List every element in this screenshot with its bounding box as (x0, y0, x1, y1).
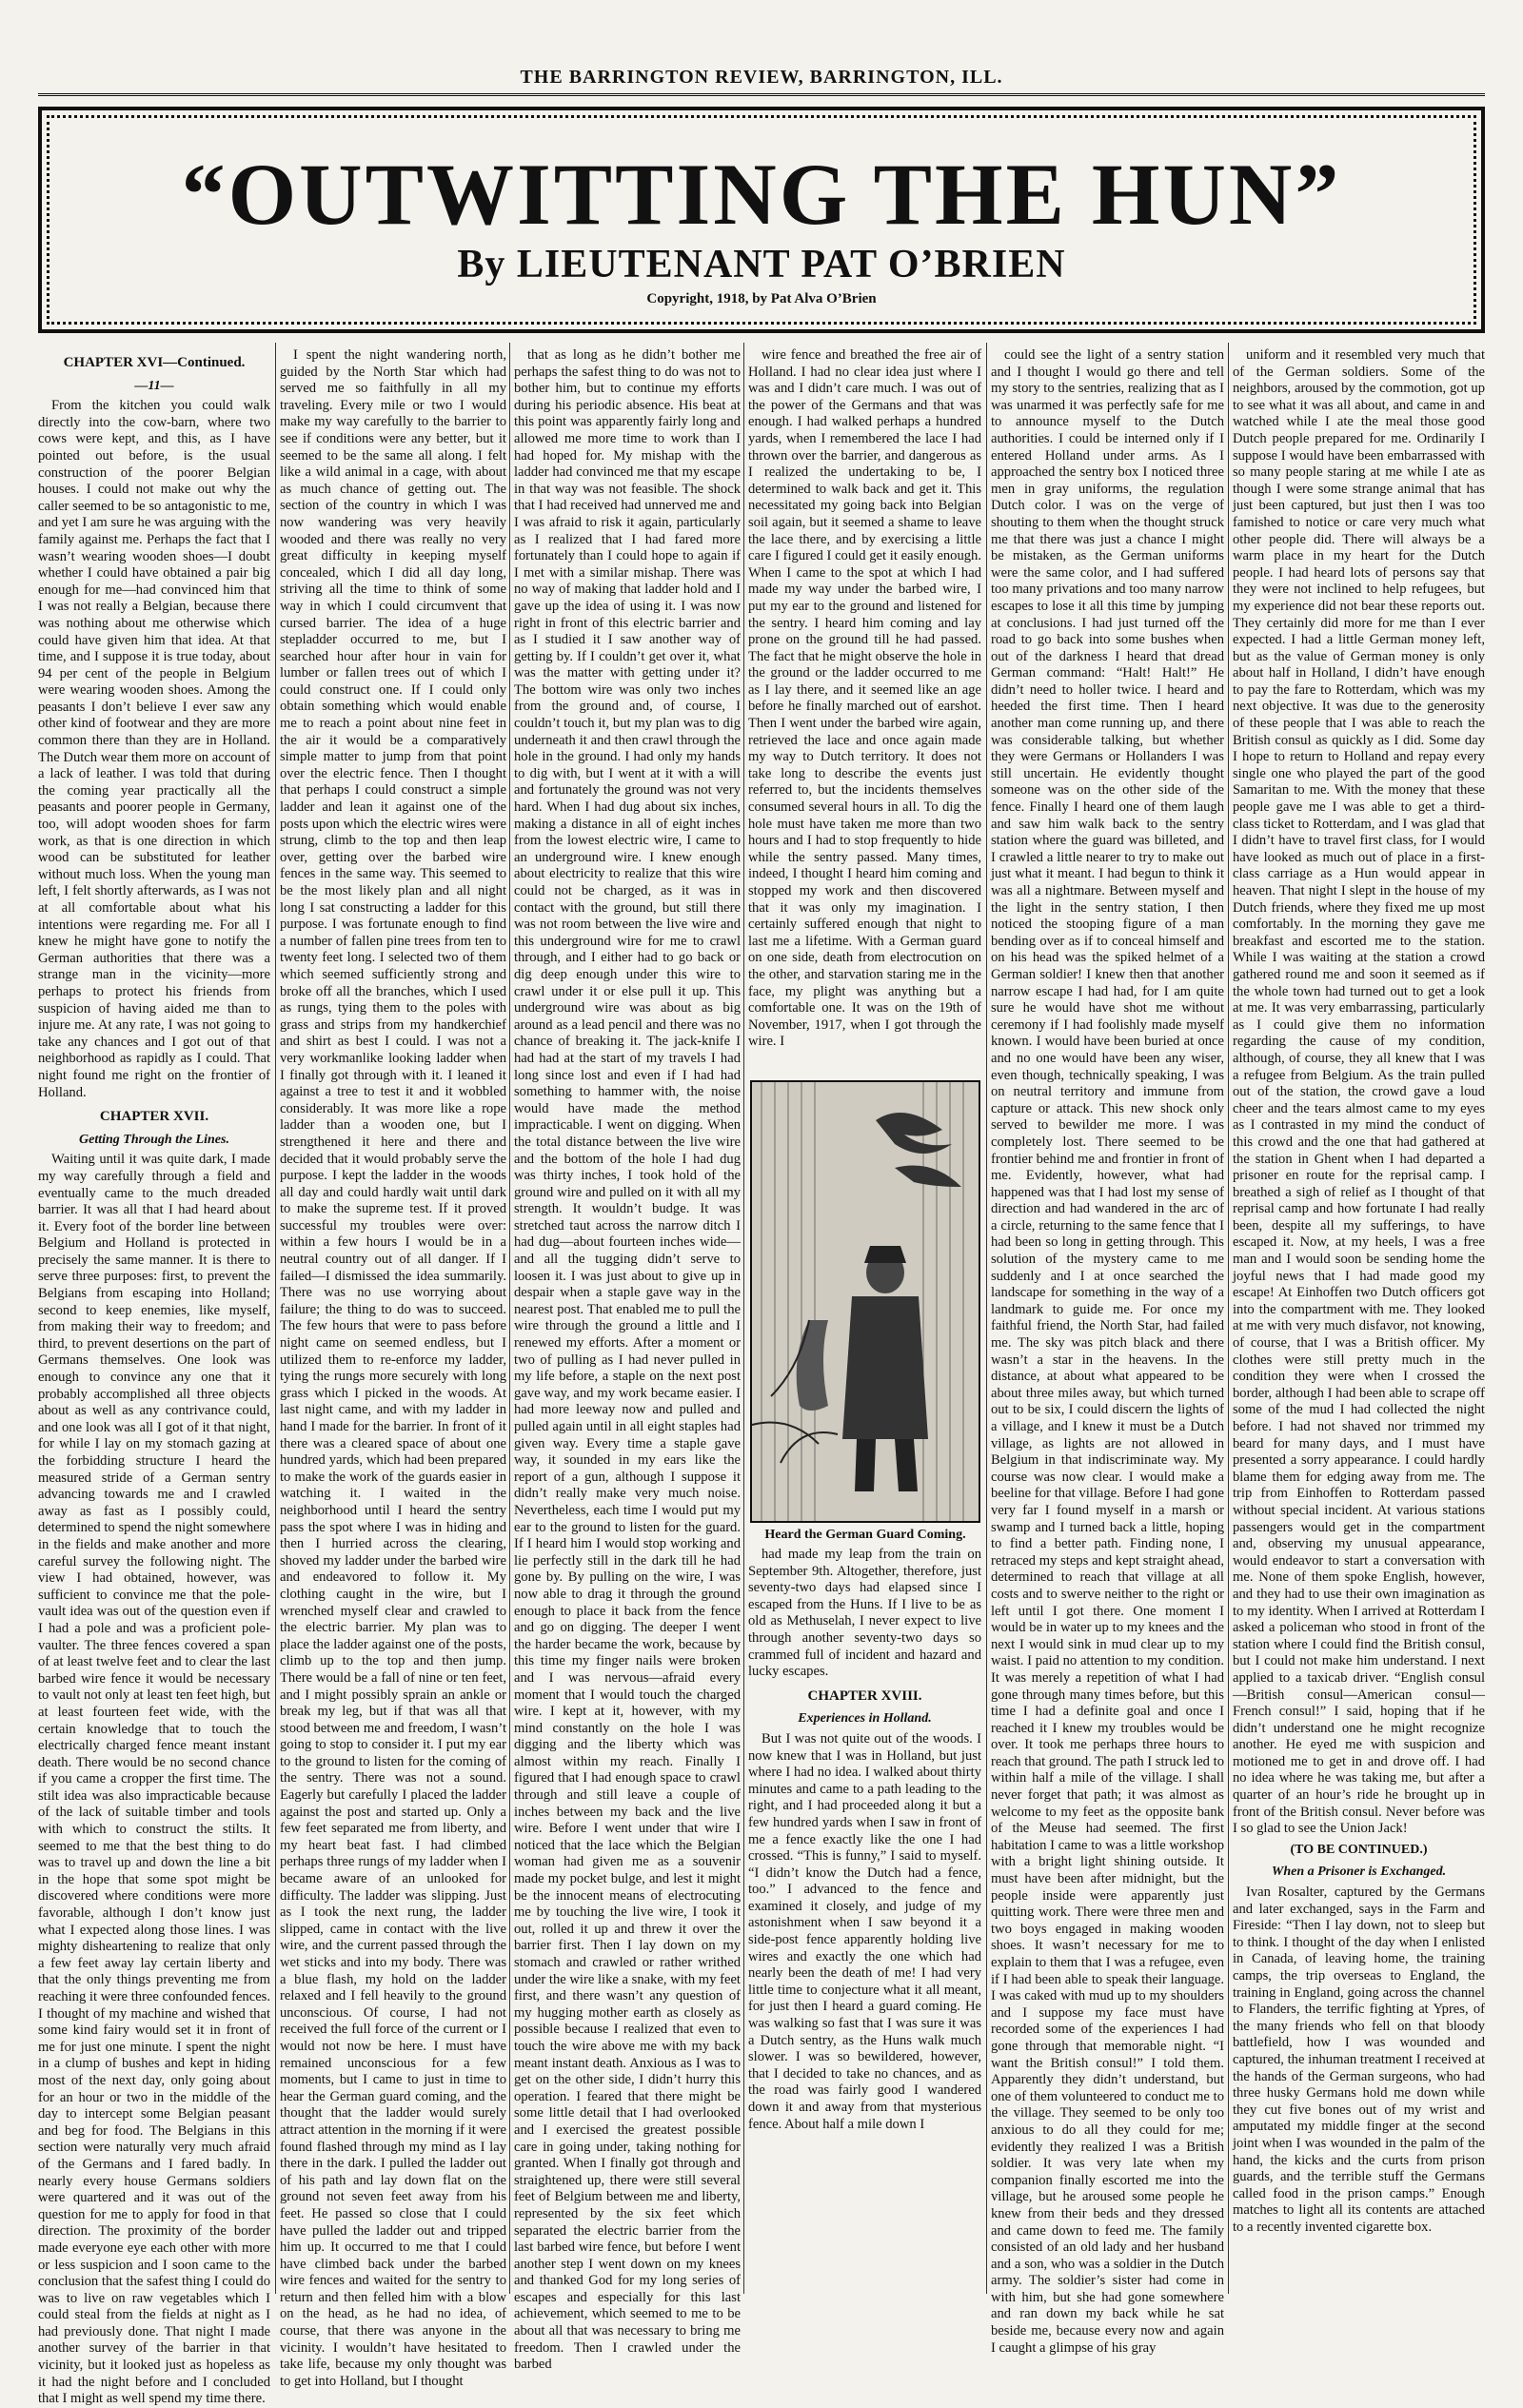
article-text: that as long as he didn’t bother me perhaps the safest thing to do was not to bother him, but to continue my efforts during his periodic absence. His beat at this point was apparently fairly long and allowed me more time to work than I had hoped for. My mishap with the ladder had convinced me that my escape in that way was not feasible. The shock that I had received had unnerved me and I was afraid to risk it again, particularly as I realized that I had fared more fortunately than I could hope to again if I met with a similar mishap. There was no way of making that ladder hold and I gave up the idea of using it. I was now right in front of this electric barrier and as I studied it I saw another way of getting by. If I couldn’t get over it, what was the matter with getting under it? The bottom wire was only two inches from the ground and, of course, I couldn’t touch it, but my plan was to dig underneath it and then crawl through the hole in the ground. I had only my hands to dig with, but I went at it with a will and fortunately the ground was not very hard. When I had dug about six inches, making a distance in all of eight inches from the lowest electric wire, I came to an underground wire. I knew enough about electricity to realize that this wire could not be charged, as it was in contact with the ground, but still there was not room between the live wire and this underground wire for me to crawl through, and I either had to go back or dig deep enough under this wire to crawl under it or else pull it up. This underground wire was about as big around as a lead pencil and there was no chance of breaking it. The jack-knife I had had at the start of my travels I had long since lost and even if I had had something to hammer with, the noise would have made the method impracticable. I went on digging. When the total distance between the live wire and the bottom of the hole I had dug was thirty inches, I took hold of the ground wire and pulled on it with all my strength. It wouldn’t budge. It was stretched taut across the narrow ditch I had dug—about fourteen inches wide—and all the tugging didn’t serve to loosen it. I was just about to give up in despair when a staple gave way in the nearest post. That enabled me to pull the wire through the ground a little and I renewed my efforts. After a moment or two of pulling as I had never pulled in my life before, a staple on the next post gave way, and my work became easier. I had more leeway now and pulled and pulled again until in all eight staples had given way. Every time a staple gave way, it sounded in my ears like the report of a gun, although I suppose it didn’t really make very much noise. Nevertheless, each time I would put my ear to the ground to listen for the guard. If I heard him I would stop working and lie perfectly still in the dark till he had gone by. By pulling on the wire, I was now able to drag it through the ground enough to place it back from the fence and go on digging. The deeper I went the harder became the work, because by this time my finger nails were broken and I was nervous—afraid every moment that I would touch the charged wire. I kept at it, however, with my mind constantly on the hole I was digging and the liberty which was almost within my reach. Finally I figured that I had enough space to crawl through and still leave a couple of inches between my back and the live wire. Before I went under that wire I noticed that the lace which the Belgian woman had given me as a souvenir made my pocket bulge, and lest it might be the innocent means of electrocuting me by touching the live wire, I took it out, rolled it up and threw it over the barrier first. Then I lay down on my stomach and crawled or rather writhed under the wire like a snake, with my feet first, and there wasn’t any question of my hugging mother earth as closely as possible because I realized that even to touch the wire above me with my back meant instant death. Anxious as I was to get on the other side, I didn’t hurry this operation. I feared that there might be some little detail that I had overlooked and I exercised the greatest possible care in going under, taking nothing for granted. When I finally got through and straightened up, there were still several feet of Belgium between me and liberty, represented by the six feet which separated the electric barrier from the last barbed wire fence, but before I went another step I went down on my knees and thanked God for my long series of escapes and especially for this last achievement, which seemed to me to be about all that was necessary to bring me freedom. Then I crawled under the barbed (514, 347, 741, 2373)
guard-illustration-icon (752, 1082, 979, 1521)
article-column-3 (514, 347, 741, 2373)
masthead (38, 107, 1485, 333)
article-text: wire fence and breathed the free air of Holland. I had no clear idea just where I was and I didn’t care much. I was out of the power of the Germans and that was enough. I had walked perhaps a hundred yards, when I remembered the lace I had thrown over the barrier, and dangerous as I realized the undertaking to be, I determined to walk back and get it. This necessitated my going back into Belgian soil again, but it seemed a shame to leave the lace there, and by exercising a little care I figured I could get it easily enough. When I came to the spot at which I had made my way under the barbed wire, I put my ear to the ground and listened for the sentry. I heard him coming and lay prone on the ground till he had passed. The fact that he might observe the hole in the ground or the ladder occurred to me as I lay there, and it seemed like an age before he finally marched out of earshot. Then I went under the barbed wire again, retrieved the lace and once again made my way to Dutch territory. It does not take long to describe the events just referred to, but the incidents themselves consumed several hours in all. To dig the hole must have taken me more than two hours and I had to stop frequently to hide while the sentry passed. Many times, indeed, I thought I heard him coming and stopped my work and then discovered that it was only my imagination. I certainly suffered enough that night to last me a lifetime. With a German guard on one side, death from electrocution on the other, and starvation staring me in the face, my plight was anything but a comfortable one. It was on the 19th of November, 1917, when I got through the wire. I (748, 347, 981, 1050)
sidebar-heading: When a Prisoner is Exchanged. (1271, 1865, 1447, 1880)
chapter-subtitle: Experiences in Holland. (798, 1711, 932, 1727)
article-text: had made my leap from the train on September 9th. Altogether, therefore, just seventy-two days had elapsed since I escaped from the Huns. If I live to be as old as Methuselah, I never expect to live through another seventy-two days so crammed full of incident and hazard and lucky escapes. (748, 1547, 981, 1680)
column-rule (743, 343, 744, 2294)
to-be-continued: (TO BE CONTINUED.) (1290, 1842, 1428, 1857)
article-column-4-bottom (748, 1547, 981, 2289)
column-rule (1228, 343, 1229, 2294)
chapter-heading: CHAPTER XVIII. (807, 1688, 922, 1704)
illustration-german-guard (750, 1080, 980, 1523)
article-text: could see the light of a sentry station and I thought I would go there and tell my story to the sentries, realizing that as I was unarmed it was perfectly safe for me to announce myself to the Dutch authorities. I could be interned only if I entered Holland under arms. As I approached the sentry box I noticed three men in gray uniforms, the regulation Dutch color. I was on the verge of shouting to them when the thought struck me that there was just a chance I might be mistaken, as the German uniforms were the same color, and I had suffered too many privations and too many narrow escapes to lose it all this time by jumping at conclusions. I had just turned off the road to go back into some bushes when out of the darkness I heard that dread German command: “Halt! Halt!” He didn’t need to holler twice. I heard and heeded the first time. Then I heard another man come running up, and there was considerable talking, but whether they were Germans or Hollanders I was still uncertain. He evidently thought someone was on the other side of the fence. Finally I heard one of them laugh and saw him walk back to the sentry station where the guard was billeted, and I crawled a little nearer to try to make out just what it meant. I had begun to think it was all a nightmare. Between myself and the light in the sentry station, I then noticed the stooping figure of a man bending over as if to conceal himself and on his head was the spiked helmet of a German soldier! I knew then that another narrow escape I had had, for I am quite sure he would have shot me without ceremony if I had foolishly made myself known. I would have been buried at once and no one would have been any wiser, even though, technically speaking, I was on neutral territory and immune from capture or attack. This new shock only served to bewilder me more. I was completely lost. There seemed to be frontier behind me and frontier in front of me. Evidently, however, what had happened was that I had lost my sense of direction and had wandered in the arc of a circle, returning to the same fence that I had been so long in getting through. This solution of the mystery came to me suddenly and I at once searched the landscape for something in the way of a landmark to guide me. For once my faithful friend, the North Star, had failed me. The sky was pitch black and there wasn’t a star in the heavens. In the distance, at about what appeared to be about three miles away, but which turned out to be six, I could discern the lights of a village, and I knew it must be a Dutch village, as lights are not allowed in Belgium in that indiscriminate way. My course was now clear. I would make a beeline for that village. Before I had gone very far I found myself in a marsh or swamp and I turned back a little, hoping to find a better path. Finding none, I retraced my steps and kept straight ahead, determined to reach that village at all costs and to swerve neither to the right or left until I got there. One moment I would be in water up to my knees and the next I would sink in mud clear up to my waist. I paid no attention to my condition. It was merely a repetition of what I had gone through many times before, but this time I had a definite goal and once I reached it I knew my troubles would be over. It took me perhaps three hours to reach that ground. The path I struck led to within half a mile of the village. I shall never forget that path; it was almost as welcome to my feet as the opposite bank of the Meuse had seemed. The first habitation I came to was a little workshop with a bright light shining outside. It must have been after midnight, but the people inside were apparently just quitting work. There were three men and two boys engaged in making wooden shoes. It wasn’t necessary for me to explain to them that I was a refugee, even if I had been able to speak their language. I was caked with mud up to my shoulders and I suppose my face must have recorded some of the experiences I had gone through that memorable night. “I want the British consul!” I told them. Apparently they didn’t understand, but one of them volunteered to conduct me to the village. They seemed to be only too anxious to do all they could for me; evidently they realized I was a British soldier. It was very late when my companion finally escorted me into the village, but he aroused some people he knew from their beds and they dressed and came down to feed me. The family consisted of an old lady and her husband and a son, who was a soldier in the Dutch army. The soldier’s sister had come in with him, but she had gone somewhere and ran down my back while he sat beside me, because every now and again I caught a glimpse of his gray (991, 347, 1224, 2356)
chapter-heading: CHAPTER XVI—Continued. (63, 355, 246, 370)
chapter-number: —11— (134, 378, 174, 393)
article-text: uniform and it resembled very much that of the German soldiers. Some of the neighbors, aroused by the commotion, got up to see what it was all about, and came in and watched while I ate the meal those good Dutch people prepared for me. Ordinarily I suppose I would have been embarrassed with so many people staring at me while I ate as though I were some strange animal that has just been captured, but just then I was too famished to notice or care very much what other people did. There will always be a warm place in my heart for the Dutch people. I had heard lots of persons say that they were not inclined to help refugees, but my experience did not bear these reports out. They certainly did more for me than I ever expected. I had a little German money left, but as the value of German money is only about half in Holland, I didn’t have enough to pay the fare to Rotterdam, which was my next objective. It was due to the generosity of these people that I was able to reach the British consul as quickly as I did. Some day I hope to return to Holland and repay every single one who played the part of the good Samaritan to me. With the money that these people gave me I was able to get a third-class ticket to Rotterdam, and I was glad that I didn’t have to travel first class, for I would have looked as much out of place in a first-class carriage as a Hun would appear in heaven. That night I slept in the house of my Dutch friends, where they fixed me up most comfortably. In the morning they gave me breakfast and escorted me to the station. While I was waiting at the station a crowd gathered round me and soon it seemed as if the whole town had turned out to get a look at me. It was very embarrassing, particularly as I could give them no information regarding the cause of my condition, although, of course, they all knew that I was a refugee from Belgium. As the train pulled out of the station, the crowd gave a loud cheer and the tears almost came to my eyes as I contrasted in my mind the conduct of this crowd and the one that had gathered at the station in Ghent when I had departed a prisoner en route for the reprisal camp. I breathed a sigh of relief as I thought of that reprisal camp and how fortunate I had really been, despite all my sufferings, to have escaped it. Now, at my heels, I was a free man and I would soon be sending home the joyful news that I had made good my escape! At Einhoffen two Dutch officers got into the compartment with me. They looked at me with very much disfavor, not knowing, of course, that I was a British officer. My clothes were still pretty much in the condition they were when I crossed the border, although I had been able to scrape off some of the mud I had collected the night before. I had not shaved nor trimmed my beard for many days, and I must have presented a sorry appearance. I could hardly blame them for edging away from me. The trip from Einhoffen to Rotterdam passed without special incident. At various stations passengers would get in the compartment and, observing my unusual appearance, would endeavor to start a conversation with me. None of them spoke English, however, and they had to use their own imagination as to my identity. When I arrived at Rotterdam I asked a policeman who stood in front of the station where I could find the British consul, but I could not make him understand. I next applied to a taxicab driver. “English consul—British consul—American consul—French consul!” I said, hoping that if he didn’t understand one he might recognize another. He eyed me with suspicion and motioned me to get in and drove off. I had no idea where he was taking me, but after a quarter of an hour’s ride he brought up in front of the British consul. Never before was I so glad to see the Union Jack! (1233, 347, 1485, 1837)
byline: By LIEUTENANT PAT O’BRIEN (457, 243, 1066, 286)
article-text: I spent the night wandering north, guided by the North Star which had served me so faithfully in all my traveling. Every mile or two I would make my way carefully to the barrier to see if conditions were any better, but it seemed to be the same all along. I felt like a wild animal in a cage, with about as much chance of getting out. The section of the country in which I was now wandering was very heavily wooded and there was really no very great difficulty in keeping myself concealed, which I did all day long, striving all the time to think of some way in which I could circumvent that cursed barrier. The idea of a huge stepladder occurred to me, but I searched hour after hour in vain for lumber or fallen trees out of which I could construct one. If I could only obtain something which would enable me to reach a point about nine feet in the air it would be a comparatively simple matter to jump from that point over the electric fence. Then I thought that perhaps I could construct a simple ladder and lean it against one of the posts upon which the electric wires were strung, climb to the top and then leap over, getting over the barbed wire fences in the same way. This seemed to be the most likely plan and all night long I sat constructing a ladder for this purpose. I was fortunate enough to find a number of fallen pine trees from ten to twenty feet long. I selected two of them which seemed sufficiently strong and broke off all the branches, which I used as rungs, tying them to the poles with grass and strips from my handkerchief and shirt as best I could. I was not a very workmanlike looking ladder when I finally got through with it. I leaned it against a tree to test it and it wobbled considerably. It was more like a rope ladder than a wooden one, but I strengthened it here and there and decided that it would probably serve the purpose. I kept the ladder in the woods all day and could hardly wait until dark to make the supreme test. If it proved successful my troubles were over: within a few hours I would be in a neutral country out of all danger. If I failed—I dismissed the idea summarily. There was no use worrying about failure; the thing to do was to succeed. The few hours that were to pass before night came on seemed endless, but I utilized them to re-enforce my ladder, tying the rungs more securely with long grass which I picked in the woods. At last night came, and with my ladder in hand I made for the barrier. In front of it there was a cleared space of about one hundred yards, which had been prepared to make the work of the guards easier in watching it. I waited in the neighborhood until I heard the sentry pass the spot where I was in hiding and then I hurried across the clearing, shoved my ladder under the barbed wire and endeavored to follow it. My clothing caught in the wire, but I wrenched myself clear and crawled to the electric barrier. My plan was to place the ladder against one of the posts, climb up to the top and then jump. There would be a fall of nine or ten feet, and I might possibly sprain an ankle or break my leg, but if that was all that stood between me and freedom, I wasn’t going to stop to consider it. I put my ear to the ground to listen for the coming of the sentry. There was not a sound. Eagerly but carefully I placed the ladder against the post and started up. Only a few feet separated me from liberty, and my heart beat fast. I had climbed perhaps three rungs of my ladder when I became aware of an unlooked for difficulty. The ladder was slipping. Just as I took the next rung, the ladder slipped, came in contact with the live wire, and the current passed through the wet sticks and into my body. There was a blue flash, my hold on the ladder relaxed and I fell heavily to the ground unconscious. Of course, I had not received the full force of the current or I would not now be here. I must have remained unconscious for a few moments, but I came to just in time to hear the German guard coming, and the thought that the ladder would surely attract attention in the morning if it were found flashed through my mind as I lay there in the dark. I pulled the ladder out of his path and lay down flat on the ground not seven feet away from his feet. He passed so close that I could have pulled the ladder out and tripped him up. It occurred to me that I could have climbed back under the barbed wire fences and waited for the sentry to return and then felled him with a blow on the head, as he had no idea, of course, that there was anyone in the vicinity. I wouldn’t have hesitated to take life, because my only thought was to get into Holland, but I thought (280, 347, 506, 2389)
article-text: From the kitchen you could walk directly into the cow-barn, where two cows were kept, and this, as I have pointed out before, is the usual construction of the poorer Belgian houses. I could not make out why the caller seemed to be so antagonistic to me, and yet I am sure he was arguing with the family against me. Perhaps the fact that I wasn’t wearing wooden shoes—I doubt whether I could have obtained a pair big enough for me—had convinced him that I was not really a Belgian, because there was nothing about me otherwise which could have given him that idea. At that time, and I suppose it is true today, about 94 per cent of the people in Belgium were wearing wooden shoes. Among the peasants I don’t believe I ever saw any other kind of footwear and they are more common there than they are in Holland. The Dutch wear them more on account of a lack of leather. I was told that during the coming year practically all the peasants and poorer people in Germany, too, will adopt wooden shoes for farm work, as that is one direction in which wood can be substituted for leather without much loss. When the young man left, I felt shortly afterwards, as I was not at all comfortable about what his intentions were regarding me. For all I knew he might have gone to notify the German authorities that there was a strange man in the vicinity—more perhaps to protect his friends from suspicion of having aided me than to injure me. At any rate, I was not going to take any chances and I got out of that neighborhood as rapidly as I could. That night found me right on the frontier of Holland. (38, 398, 270, 1100)
chapter-subtitle: Getting Through the Lines. (79, 1132, 229, 1147)
top-rule (38, 93, 1485, 96)
article-text: But I was not quite out of the woods. I now knew that I was in Holland, but just where I had no idea. I walked about thirty minutes and came to a path leading to the right, and I had proceeded along it but a few hundred yards when I saw in front of me a fence exactly like the one I had crossed. “This is funny,” I said to myself. “I didn’t know the Dutch had a fence, too.” I advanced to the fence and examined it closely, and judge of my astonishment when I saw beyond it a side-post fence apparently holding live wires and exactly the one which had nearly been the death of me! I had very little time to conjecture what it all meant, for just then I heard a guard coming. He was walking so fast that I was sure it was a Dutch sentry, as the Huns walk much slower. I was so bewildered, however, that I decided to take no chances, and as the road was fairly good I wandered down it and away from that mysterious fence. About half a mile down I (748, 1730, 981, 2132)
sidebar-text: Ivan Rosalter, captured by the Germans and later exchanged, says in the Farm and Fireside: “Then I lay down, not to sleep but to think. I thought of the day when I enlisted in Canada, of leaving home, the training camps, the trip overseas to England, the training in England, going across the channel to Flanders, the terrific fighting at Ypres, of the many friends who fell on that bloody battlefield, how I was wounded and captured, the inhuman treatment I received at the hands of the German surgeons, who had three husky Germans hold me down while they cut five bones out of my wrist and amputated my middle finger at the second joint when I was wounded in the palm of the hand, the kicks and the curts from prison guards, and the terrible stuff the Germans called food in the prison camps.” Enough matches to light all its contents are attached to a recently invented cigarette box. (1233, 1885, 1485, 2235)
column-rule (509, 343, 510, 2294)
article-column-2 (280, 347, 506, 2389)
article-column-6 (1233, 347, 1485, 2289)
chapter-heading: CHAPTER XVII. (99, 1109, 209, 1125)
article-text: Waiting until it was quite dark, I made my way carefully through a field and eventually came to the much dreaded barrier. It was all that I had heard about it. Every foot of the border line between Belgium and Holland is protected in precisely the same manner. It is there to serve three purposes: first, to prevent the Belgians from escaping into Holland; second to keep enemies, like myself, from making their way to freedom; and third, to prevent desertions on the part of Germans themselves. One look was enough to convince any one that it probably accomplished all three objects about as well as any contrivance could, and one look was all I got of it that night, for while I lay on my stomach gazing at the forbidding structure I heard the measured stride of a German sentry advancing towards me and I crawled away as fast as I possibly could, determined to spend the night somewhere in the fields and make another and more careful survey the following night. The view I had obtained, however, was sufficient to convince me that the pole-vault idea was out of the question even if I had a pole and was a proficient pole-vaulter. The three fences covered a span of at least twelve feet and to clear the last barbed wire fence it would be necessary to vault not only at least ten feet high, but at least fourteen feet wide, with the certain knowledge that to touch the electrically charged fence meant instant death. There would be no second chance if you came a cropper the first time. The stilt idea was also impracticable because of the lack of suitable timber and tools with which to construct the stilts. It seemed to me that the best thing to do was to travel up and down the line a bit in the hope that some spot might be discovered where conditions were more favorable, although I don’t know just what I expected along those lines. I was mighty disheartening to realize that only a few feet away lay certain liberty and that the only things preventing me from reaching it were three confounded fences. I thought of my machine and wished that some kind fairy would set it in front of me for just one minute. I spent the night in a clump of bushes and kept in hiding most of the next day, only going about for an hour or two in the middle of the day to intercept some Belgian peasant and beg for food. The Belgians in this section were naturally very much afraid of the Germans and I fared badly. In nearly every house Germans soldiers were quartered and it was out of the question for me to apply for food in that direction. The proximity of the border made everyone eye each other with more or less suspicion and I soon came to the conclusion that the safest thing I could do was to live on raw vegetables which I could steal from the fields at night as I had previously done. That night I made another survey of the barrier in that vicinity, but it looked just as hopeless as it had the night before and I concluded that I might as well spend my time there. (38, 1152, 270, 2407)
article-column-1 (38, 347, 270, 2407)
column-rule (275, 343, 276, 2294)
illustration-caption: Heard the German Guard Coming. (764, 1528, 966, 1542)
article-column-4-top (748, 347, 981, 1076)
copyright-line: Copyright, 1918, by Pat Alva O’Brien (646, 291, 877, 306)
running-head: THE BARRINGTON REVIEW, BARRINGTON, ILL. (520, 67, 1003, 88)
article-column-5 (991, 347, 1224, 2356)
headline: “OUTWITTING THE HUN” (181, 146, 1342, 243)
column-rule (986, 343, 987, 2294)
